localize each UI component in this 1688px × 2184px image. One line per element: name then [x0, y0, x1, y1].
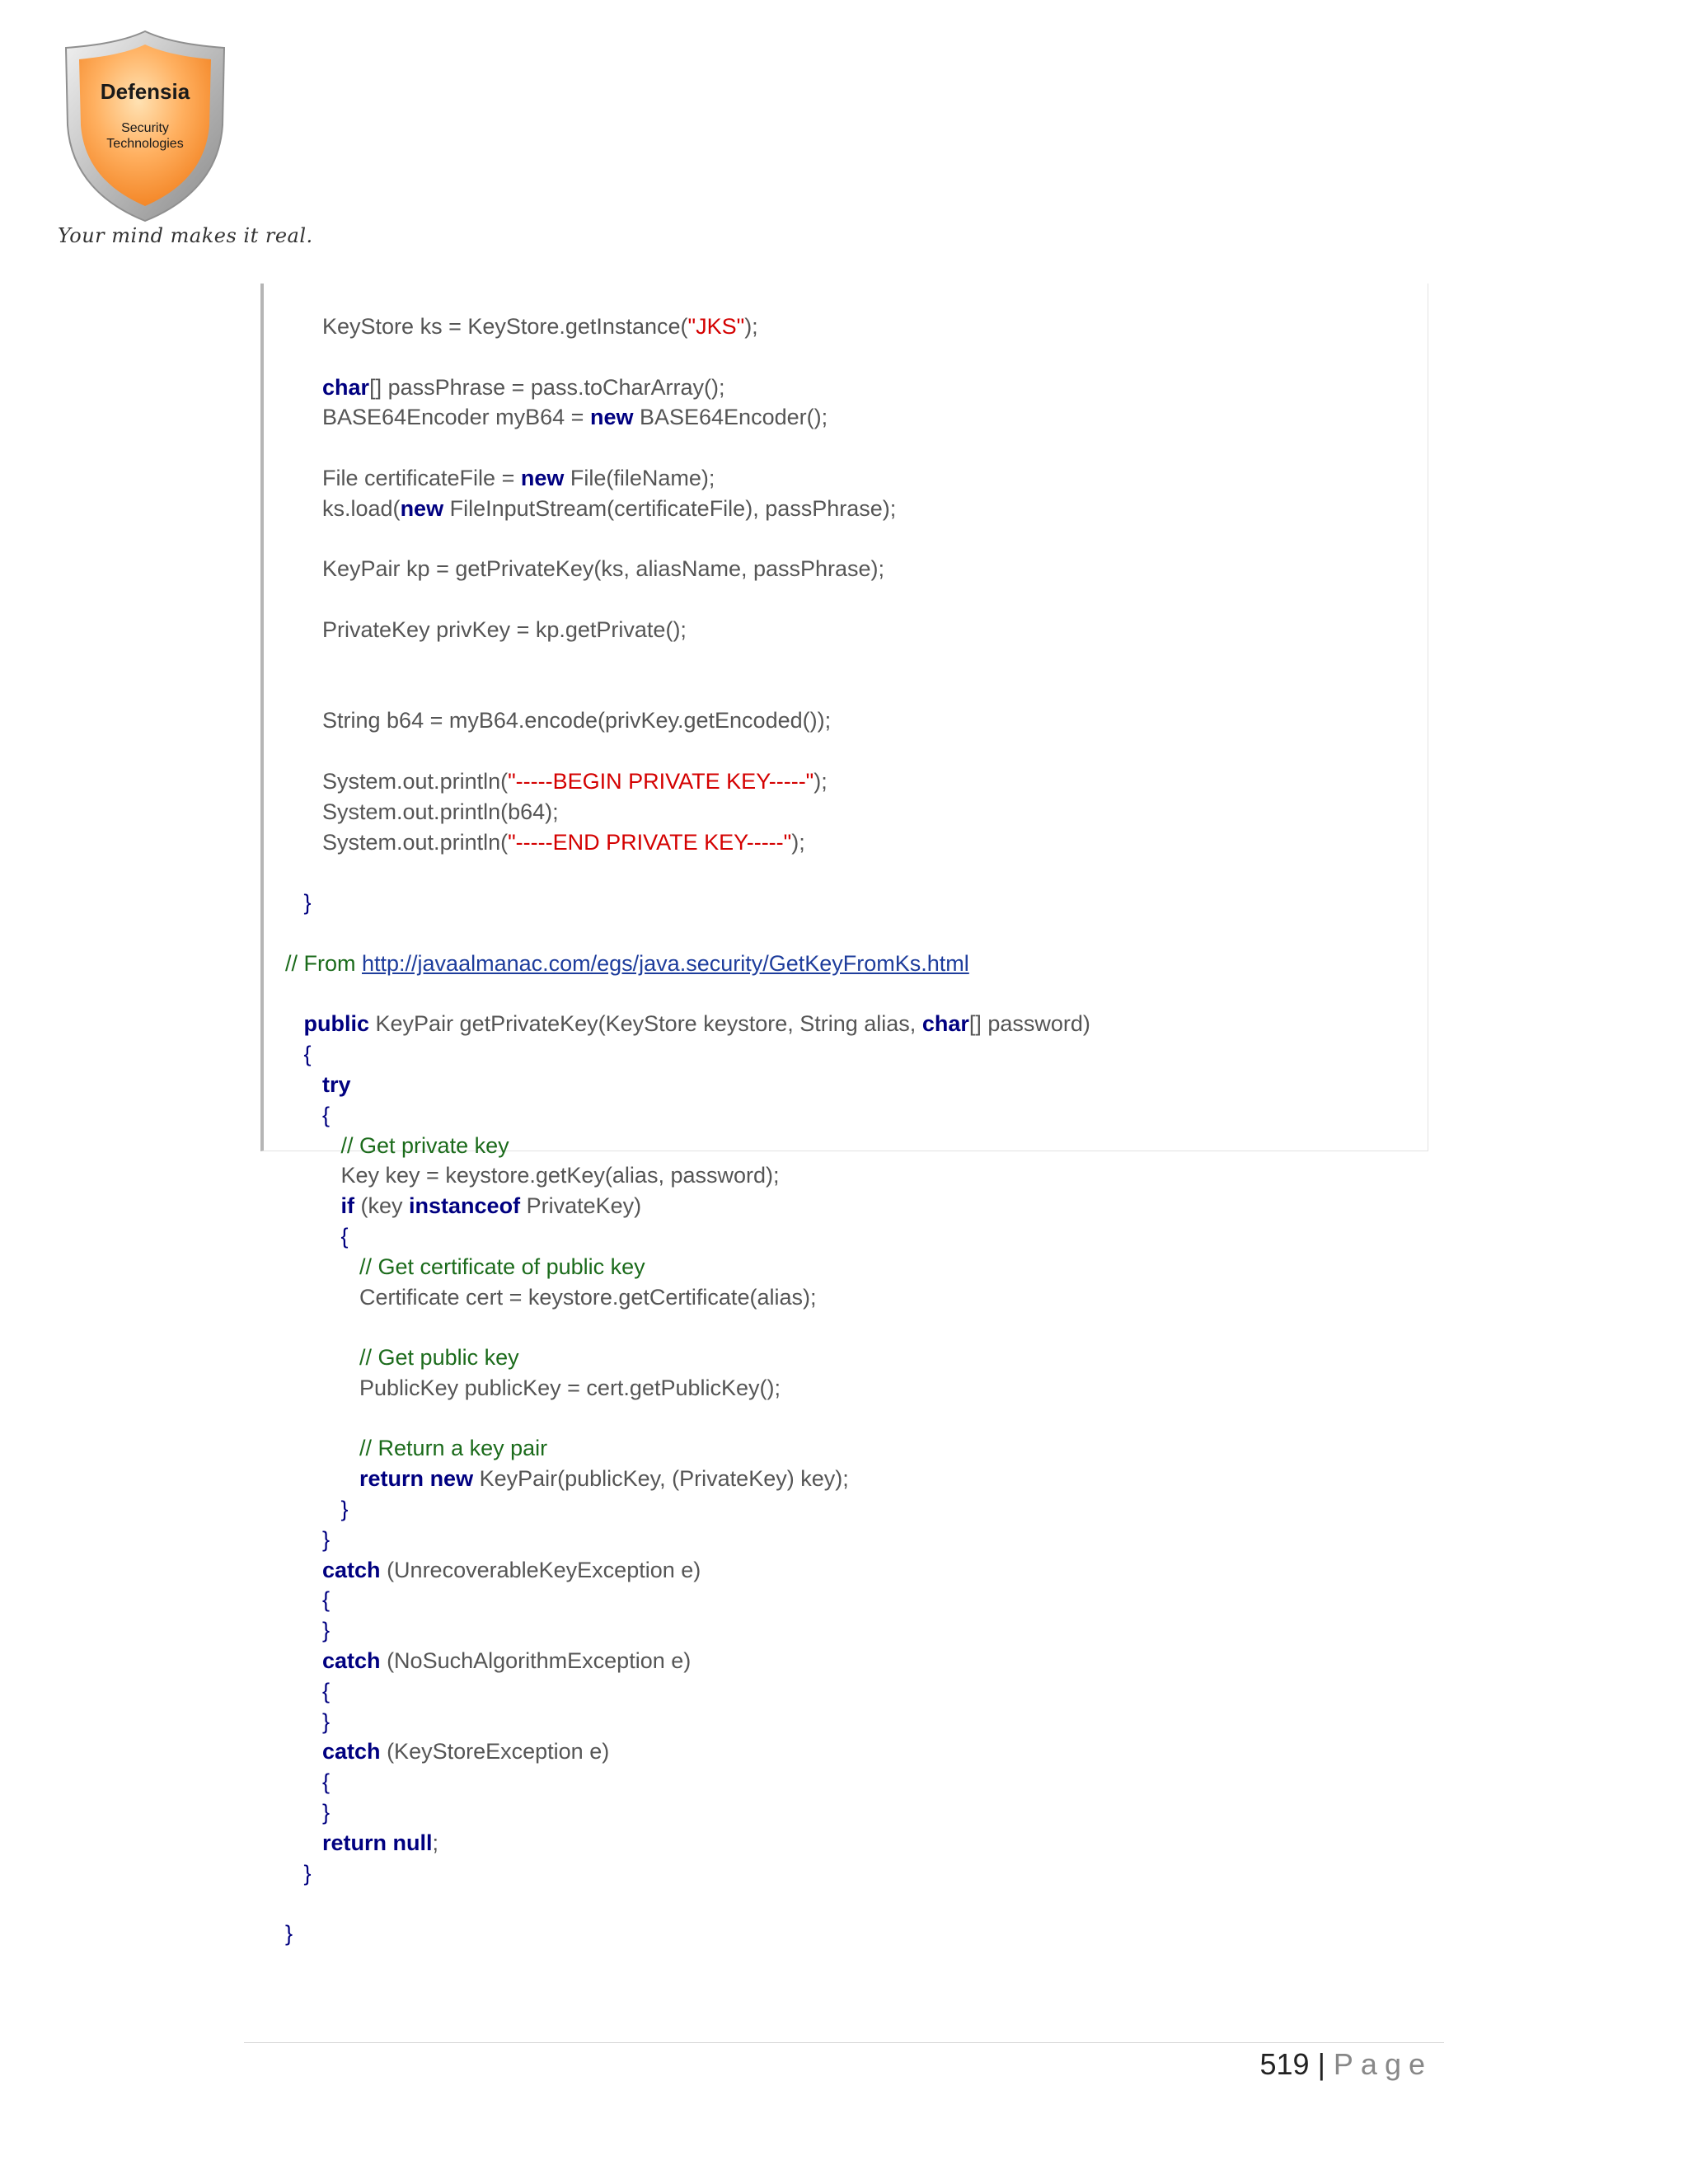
logo-line3: Technologies [106, 137, 184, 151]
code-text [285, 890, 304, 915]
code-brace: } [340, 1497, 349, 1522]
code-string: "JKS" [687, 314, 745, 339]
code-text: ks.load( [285, 495, 401, 521]
code-text: [] password) [968, 1011, 1090, 1037]
code-keyword: new [520, 465, 565, 490]
code-text [285, 1527, 322, 1552]
logo-tagline: Your mind makes it real. [58, 224, 313, 247]
code-text: PrivateKey privKey = kp.getPrivate(); [285, 616, 687, 642]
code-brace: { [322, 1769, 331, 1795]
code-text [285, 1103, 322, 1127]
code-brace: { [340, 1223, 349, 1249]
code-keyword: if [340, 1193, 355, 1219]
code-brace: } [322, 1526, 331, 1552]
code-text [285, 375, 322, 400]
code-keyword: try [322, 1071, 351, 1097]
code-keyword: catch [322, 1648, 381, 1674]
code-text: (NoSuchAlgorithmException e) [380, 1648, 692, 1674]
code-text [285, 1739, 322, 1764]
code-line [285, 1525, 1090, 1555]
footer-separator: | [1317, 2047, 1325, 2081]
code-text [285, 1042, 304, 1066]
code-text [285, 1769, 322, 1794]
code-text [285, 1709, 322, 1734]
code-text: File(fileName); [564, 465, 715, 490]
code-text [285, 1497, 341, 1521]
code-line [285, 1919, 1090, 1949]
code-line [285, 1888, 1090, 1919]
code-keyword: new [400, 495, 444, 521]
code-comment: // Return a key pair [359, 1436, 548, 1461]
code-text [285, 1224, 341, 1249]
code-brace: } [303, 1860, 312, 1886]
code-keyword: new [429, 1466, 474, 1492]
code-line [285, 1676, 1090, 1707]
page-label: Page [1333, 2047, 1432, 2081]
code-text: System.out.println( [285, 829, 509, 855]
code-keyword: public [303, 1011, 370, 1037]
code-keyword: char [921, 1011, 969, 1037]
code-text: Certificate cert = keystore.getCertificate(alias); [285, 1284, 817, 1310]
code-keyword: catch [322, 1557, 381, 1582]
code-text [424, 1466, 430, 1491]
code-brace: } [303, 890, 312, 916]
code-line [285, 463, 1090, 494]
code-brace: } [322, 1800, 331, 1825]
code-text: Key key = keystore.getKey(alias, password); [285, 1163, 780, 1188]
page-number: 519 [1259, 2047, 1310, 2081]
code-line [285, 554, 1090, 584]
code-text [285, 1618, 322, 1643]
code-text [387, 1830, 393, 1855]
code-line [285, 1615, 1090, 1646]
code-line [285, 1312, 1090, 1343]
code-line [285, 857, 1090, 888]
code-text: PrivateKey) [520, 1193, 642, 1219]
code-line [285, 1555, 1090, 1586]
code-comment: // Get private key [340, 1132, 509, 1158]
code-line [285, 1160, 1090, 1191]
code-line [285, 827, 1090, 858]
code-text: ; [432, 1830, 439, 1855]
code-brace: { [322, 1102, 331, 1127]
code-text [285, 1436, 359, 1460]
code-text: (key [354, 1193, 410, 1219]
code-line [285, 1404, 1090, 1434]
code-line [285, 676, 1090, 706]
code-comment: // Get public key [359, 1345, 519, 1371]
code-line [285, 1100, 1090, 1131]
code-line [285, 1736, 1090, 1767]
code-line [285, 1646, 1090, 1676]
code-line [285, 1221, 1090, 1252]
code-line [285, 1858, 1090, 1889]
code-line [285, 949, 1090, 979]
code-text: ); [791, 829, 805, 855]
shield-icon [54, 28, 236, 226]
code-line [285, 402, 1090, 433]
code-text: BASE64Encoder(); [633, 405, 828, 430]
code-line [285, 705, 1090, 736]
code-brace: } [322, 1708, 331, 1734]
code-keyword: char [322, 374, 370, 400]
code-keyword: catch [322, 1739, 381, 1765]
code-comment: // Get certificate of public key [359, 1254, 645, 1279]
code-line [285, 615, 1090, 645]
code-line [285, 524, 1090, 555]
code-text: (KeyStoreException e) [380, 1739, 610, 1765]
code-keyword: return [322, 1830, 387, 1855]
code-text [285, 1800, 322, 1825]
code-line [285, 918, 1090, 949]
code-line [285, 1767, 1090, 1797]
code-text [285, 1679, 322, 1704]
code-text [285, 1193, 341, 1218]
code-line [285, 766, 1090, 797]
logo-line2: Security [121, 121, 169, 135]
code-line [285, 1191, 1090, 1221]
code-text: ); [744, 314, 758, 339]
code-text: System.out.println(b64); [285, 799, 559, 824]
code-line [285, 1009, 1090, 1039]
code-line [285, 433, 1090, 463]
footer-divider [244, 2042, 1444, 2043]
code-line [285, 584, 1090, 615]
code-text [285, 1861, 304, 1886]
code-text [285, 1254, 359, 1279]
code-text [285, 1587, 322, 1612]
code-text: ); [814, 768, 828, 794]
code-text [285, 1648, 322, 1673]
code-string: "-----END PRIVATE KEY-----" [508, 829, 792, 855]
code-line [285, 979, 1090, 1010]
code-text: System.out.println( [285, 768, 509, 794]
code-keyword: new [589, 405, 634, 430]
code-line [285, 1585, 1090, 1615]
code-line [285, 1343, 1090, 1373]
page-footer [1259, 2047, 1432, 2082]
code-line [285, 1707, 1090, 1737]
code-brace: } [285, 1921, 293, 1947]
code-text: KeyPair kp = getPrivateKey(ks, aliasName, passPhrase); [285, 556, 885, 582]
code-text: FileInputStream(certificateFile), passPhrase); [443, 495, 897, 521]
code-keyword: null [392, 1830, 433, 1855]
code-brace: { [303, 1042, 312, 1067]
code-text: File certificateFile = [285, 465, 521, 490]
code-text [285, 1466, 359, 1491]
code-brace: { [322, 1678, 331, 1704]
code-line [285, 888, 1090, 918]
code-line [285, 373, 1090, 403]
code-line [285, 342, 1090, 373]
code-line [285, 1252, 1090, 1282]
code-text [285, 1133, 341, 1158]
code-line [285, 645, 1090, 676]
code-text [285, 1072, 322, 1097]
code-text: PublicKey publicKey = cert.getPublicKey(); [285, 1375, 781, 1400]
code-line [285, 1494, 1090, 1525]
code-brace: { [322, 1587, 331, 1613]
code-line [285, 1464, 1090, 1494]
code-text [285, 1558, 322, 1582]
code-keyword: instanceof [409, 1193, 521, 1219]
source-link[interactable]: http://javaalmanac.com/egs/java.security/GetKeyFromKs.html [362, 950, 969, 976]
code-text: KeyStore ks = KeyStore.getInstance( [285, 314, 688, 339]
code-line [285, 797, 1090, 827]
code-line [285, 1433, 1090, 1464]
code-line [285, 312, 1090, 342]
code-text [285, 1345, 359, 1370]
code-text: String b64 = myB64.encode(privKey.getEncoded()); [285, 708, 832, 733]
logo-name: Defensia [100, 79, 190, 104]
code-brace: } [322, 1618, 331, 1643]
code-text: [] passPhrase = pass.toCharArray(); [369, 374, 725, 400]
code-line [285, 494, 1090, 524]
code-string: "-----BEGIN PRIVATE KEY-----" [508, 768, 814, 794]
code-comment: // From [285, 950, 362, 976]
code-text: KeyPair(publicKey, (PrivateKey) key); [473, 1466, 849, 1492]
code-line [285, 1039, 1090, 1070]
code-listing [285, 312, 1090, 1949]
code-line [285, 1282, 1090, 1313]
code-line [285, 1797, 1090, 1828]
code-text: KeyPair getPrivateKey(KeyStore keystore, String alias, [369, 1011, 922, 1037]
code-text [285, 1830, 322, 1855]
code-line [285, 1373, 1090, 1404]
code-text: BASE64Encoder myB64 = [285, 405, 590, 430]
code-line [285, 736, 1090, 766]
code-text [285, 1011, 304, 1036]
code-line [285, 1131, 1090, 1161]
code-line [285, 1070, 1090, 1100]
code-keyword: return [359, 1466, 424, 1492]
code-text: (UnrecoverableKeyException e) [380, 1557, 701, 1582]
code-line [285, 1828, 1090, 1858]
